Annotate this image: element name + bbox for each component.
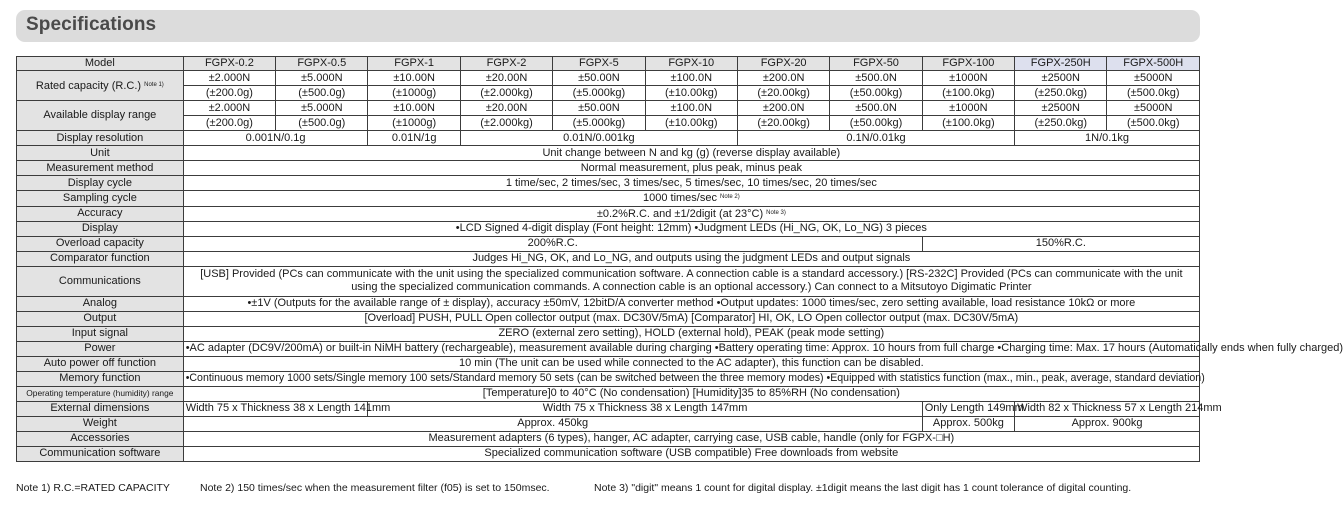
model-cell: FGPX-100: [922, 57, 1014, 71]
range-newton: ±5000N: [1107, 101, 1200, 116]
sampling-cell: [183, 191, 1199, 206]
rated-capacity-note: Note 1): [144, 81, 164, 88]
range-mass: (±250.0kg): [1015, 116, 1107, 131]
display-cycle-label: Display cycle: [17, 176, 184, 191]
range-mass: (±20.00kg): [737, 116, 829, 131]
power-row: [17, 341, 1200, 356]
model-cell: FGPX-250H: [1015, 57, 1107, 71]
range-mass: (±200.0g): [183, 116, 275, 131]
model-cell: FGPX-0.5: [276, 57, 368, 71]
analog-label: Analog: [17, 296, 184, 311]
display-value: •LCD Signed 4-digit display (Font height: 12mm) •Judgment LEDs (Hi_NG, OK, Lo_NG) 3 pieces: [183, 221, 1199, 236]
range-newton: ±1000N: [922, 101, 1014, 116]
temperature-value: [Temperature]0 to 40°C (No condensation) [Humidity]35 to 85%RH (No condensation): [183, 386, 1199, 401]
display-label: Display: [17, 221, 184, 236]
weight-value: Approx. 500kg: [922, 416, 1014, 431]
resolution-value: 0.01N/0.001kg: [460, 131, 737, 146]
overload-value: 150%R.C.: [922, 236, 1199, 251]
analog-row: [17, 296, 1200, 311]
display-range-label: Available display range: [17, 101, 184, 131]
rated-mass: (±500.0kg): [1107, 86, 1200, 101]
model-cell: FGPX-0.2: [183, 57, 275, 71]
range-mass: (±10.00kg): [645, 116, 737, 131]
overload-label: Overload capacity: [17, 236, 184, 251]
measurement-value: Normal measurement, plus peak, minus peak: [183, 161, 1199, 176]
footnote-1: Note 1) R.C.=RATED CAPACITY: [16, 482, 170, 494]
resolution-value: 0.001N/0.1g: [183, 131, 368, 146]
rated-newton: ±10.00N: [368, 71, 460, 86]
rated-mass: (±50.00kg): [830, 86, 922, 101]
rated-mass: (±200.0g): [183, 86, 275, 101]
comparator-value: Judges Hi_NG, OK, and Lo_NG, and outputs using the judgment LEDs and output signals: [183, 251, 1199, 266]
rated-mass: (±250.0kg): [1015, 86, 1107, 101]
rated-capacity-row: [17, 71, 1200, 86]
accuracy-note: Note 3): [766, 209, 786, 216]
rated-newton: ±2500N: [1015, 71, 1107, 86]
dimensions-value: Width 75 x Thickness 38 x Length 147mm: [368, 401, 922, 416]
software-row: [17, 446, 1200, 461]
range-newton: ±500.0N: [830, 101, 922, 116]
range-mass: (±50.00kg): [830, 116, 922, 131]
resolution-value: 1N/0.1kg: [1015, 131, 1200, 146]
section-banner: [16, 10, 1200, 42]
overload-value: 200%R.C.: [183, 236, 922, 251]
rated-newton: ±20.00N: [460, 71, 552, 86]
dimensions-value: Width 82 x Thickness 57 x Length 214mm: [1015, 401, 1200, 416]
accuracy-value: ±0.2%R.C. and ±1/2digit (at 23°C): [596, 207, 764, 220]
analog-value: •±1V (Outputs for the available range of ± display), accuracy ±50mV, 12bitD/A converter method •Output updates: 1000 times/sec, zero setting available, load resistance 10kΩ or more: [183, 296, 1199, 311]
range-newton: ±100.0N: [645, 101, 737, 116]
section-title: Specifications: [26, 14, 157, 35]
range-newton: ±200.0N: [737, 101, 829, 116]
range-mass: (±2.000kg): [460, 116, 552, 131]
weight-row: [17, 416, 1200, 431]
model-cell: FGPX-20: [737, 57, 829, 71]
accuracy-cell: [183, 206, 1199, 221]
rated-mass: (±500.0g): [276, 86, 368, 101]
range-mass: (±500.0g): [276, 116, 368, 131]
model-cell: FGPX-10: [645, 57, 737, 71]
model-cell: FGPX-50: [830, 57, 922, 71]
measurement-row: [17, 161, 1200, 176]
communications-row: [17, 266, 1200, 296]
communications-label: Communications: [17, 266, 184, 296]
range-mass: (±1000g): [368, 116, 460, 131]
output-row: [17, 311, 1200, 326]
input-signal-label: Input signal: [17, 326, 184, 341]
output-value: [Overload] PUSH, PULL Open collector output (max. DC30V/5mA) [Comparator] HI, OK, LO Open collector output (max. DC30V/5mA): [183, 311, 1199, 326]
accessories-value: Measurement adapters (6 types), hanger, AC adapter, carrying case, USB cable, handle (only for FGPX-□H): [183, 431, 1199, 446]
footnote-2: Note 2) 150 times/sec when the measurement filter (f05) is set to 150msec.: [200, 482, 550, 494]
accuracy-label: Accuracy: [17, 206, 184, 221]
output-label: Output: [17, 311, 184, 326]
input-signal-value: ZERO (external zero setting), HOLD (external hold), PEAK (peak mode setting): [183, 326, 1199, 341]
dimensions-value: Width 75 x Thickness 38 x Length 141mm: [183, 401, 368, 416]
rated-newton: ±200.0N: [737, 71, 829, 86]
display-cycle-value: 1 time/sec, 2 times/sec, 3 times/sec, 5 times/sec, 10 times/sec, 20 times/sec: [183, 176, 1199, 191]
comparator-row: [17, 251, 1200, 266]
rated-newton: ±2.000N: [183, 71, 275, 86]
memory-value: •Continuous memory 1000 sets/Single memory 100 sets/Standard memory 50 sets (can be switched between the three memory modes) •Equipped with statistics function (max., min., peak, average, standard deviation): [183, 371, 1199, 386]
rated-capacity-text: Rated capacity (R.C.): [35, 79, 142, 92]
unit-row: [17, 146, 1200, 161]
weight-value: Approx. 450kg: [183, 416, 922, 431]
model-cell: FGPX-500H: [1107, 57, 1200, 71]
auto-power-row: [17, 356, 1200, 371]
dimensions-row: [17, 401, 1200, 416]
range-mass: (±100.0kg): [922, 116, 1014, 131]
memory-label: Memory function: [17, 371, 184, 386]
footnote-3: Note 3) "digit" means 1 count for digital display. ±1digit means the last digit has 1 count tolerance of digital counting.: [594, 482, 1132, 494]
range-newton: ±20.00N: [460, 101, 552, 116]
accuracy-row: [17, 206, 1200, 221]
rated-mass: (±100.0kg): [922, 86, 1014, 101]
model-cell: FGPX-2: [460, 57, 552, 71]
rated-mass: (±5.000kg): [553, 86, 645, 101]
comparator-label: Comparator function: [17, 251, 184, 266]
model-label: Model: [17, 57, 184, 71]
range-mass: (±500.0kg): [1107, 116, 1200, 131]
weight-value: Approx. 900kg: [1015, 416, 1200, 431]
measurement-label: Measurement method: [17, 161, 184, 176]
rated-newton: ±500.0N: [830, 71, 922, 86]
rated-mass: (±10.00kg): [645, 86, 737, 101]
display-row: [17, 221, 1200, 236]
resolution-value: 0.1N/0.01kg: [737, 131, 1014, 146]
sampling-value: 1000 times/sec: [642, 192, 717, 205]
sampling-label: Sampling cycle: [17, 191, 184, 206]
communications-value: [USB] Provided (PCs can communicate with the unit using the specialized communication software. A connection cable is a standard accessory.) [RS-232C] Provided (PCs can communicate with the unit using the specialized communication commands. A connection cable is an optional accessory.) Can connect to a Mitsutoyo Digimatic Printer: [183, 266, 1199, 296]
display-range-mass-row: [17, 116, 1200, 131]
rated-mass: (±1000g): [368, 86, 460, 101]
display-cycle-row: [17, 176, 1200, 191]
resolution-label: Display resolution: [17, 131, 184, 146]
power-value: •AC adapter (DC9V/200mA) or built-in NiMH battery (rechargeable), measurement available during charging •Battery operating time: Approx. 10 hours from full charge •Charging time: Max. 17 hours (Automatically ends when fully charged): [183, 341, 1199, 356]
range-mass: (±5.000kg): [553, 116, 645, 131]
specifications-table: [16, 56, 1343, 462]
rated-newton: ±50.00N: [553, 71, 645, 86]
resolution-value: 0.01N/1g: [368, 131, 460, 146]
accessories-row: [17, 431, 1200, 446]
model-row: [17, 57, 1200, 71]
range-newton: ±5.000N: [276, 101, 368, 116]
sampling-note: Note 2): [720, 194, 740, 201]
rated-mass: (±2.000kg): [460, 86, 552, 101]
weight-label: Weight: [17, 416, 184, 431]
temperature-label: Operating temperature (humidity) range: [17, 386, 184, 401]
model-cell: FGPX-5: [553, 57, 645, 71]
rated-newton: ±5.000N: [276, 71, 368, 86]
dimensions-value: Only Length 149mm: [922, 401, 1014, 416]
rated-newton: ±100.0N: [645, 71, 737, 86]
rated-capacity-label: [17, 71, 184, 101]
model-cell: FGPX-1: [368, 57, 460, 71]
auto-power-label: Auto power off function: [17, 356, 184, 371]
display-range-row: [17, 101, 1200, 116]
accessories-label: Accessories: [17, 431, 184, 446]
range-newton: ±50.00N: [553, 101, 645, 116]
overload-row: [17, 236, 1200, 251]
range-newton: ±2.000N: [183, 101, 275, 116]
rated-mass: (±20.00kg): [737, 86, 829, 101]
temperature-row: [17, 386, 1200, 401]
software-value: Specialized communication software (USB compatible) Free downloads from website: [183, 446, 1199, 461]
rated-capacity-mass-row: [17, 86, 1200, 101]
power-label: Power: [17, 341, 184, 356]
dimensions-label: External dimensions: [17, 401, 184, 416]
software-label: Communication software: [17, 446, 184, 461]
auto-power-value: 10 min (The unit can be used while connected to the AC adapter), this function can be disabled.: [183, 356, 1199, 371]
resolution-row: [17, 131, 1200, 146]
range-newton: ±10.00N: [368, 101, 460, 116]
unit-label: Unit: [17, 146, 184, 161]
unit-value: Unit change between N and kg (g) (reverse display available): [183, 146, 1199, 161]
rated-newton: ±1000N: [922, 71, 1014, 86]
rated-newton: ±5000N: [1107, 71, 1200, 86]
input-signal-row: [17, 326, 1200, 341]
memory-row: [17, 371, 1200, 386]
sampling-row: [17, 191, 1200, 206]
range-newton: ±2500N: [1015, 101, 1107, 116]
